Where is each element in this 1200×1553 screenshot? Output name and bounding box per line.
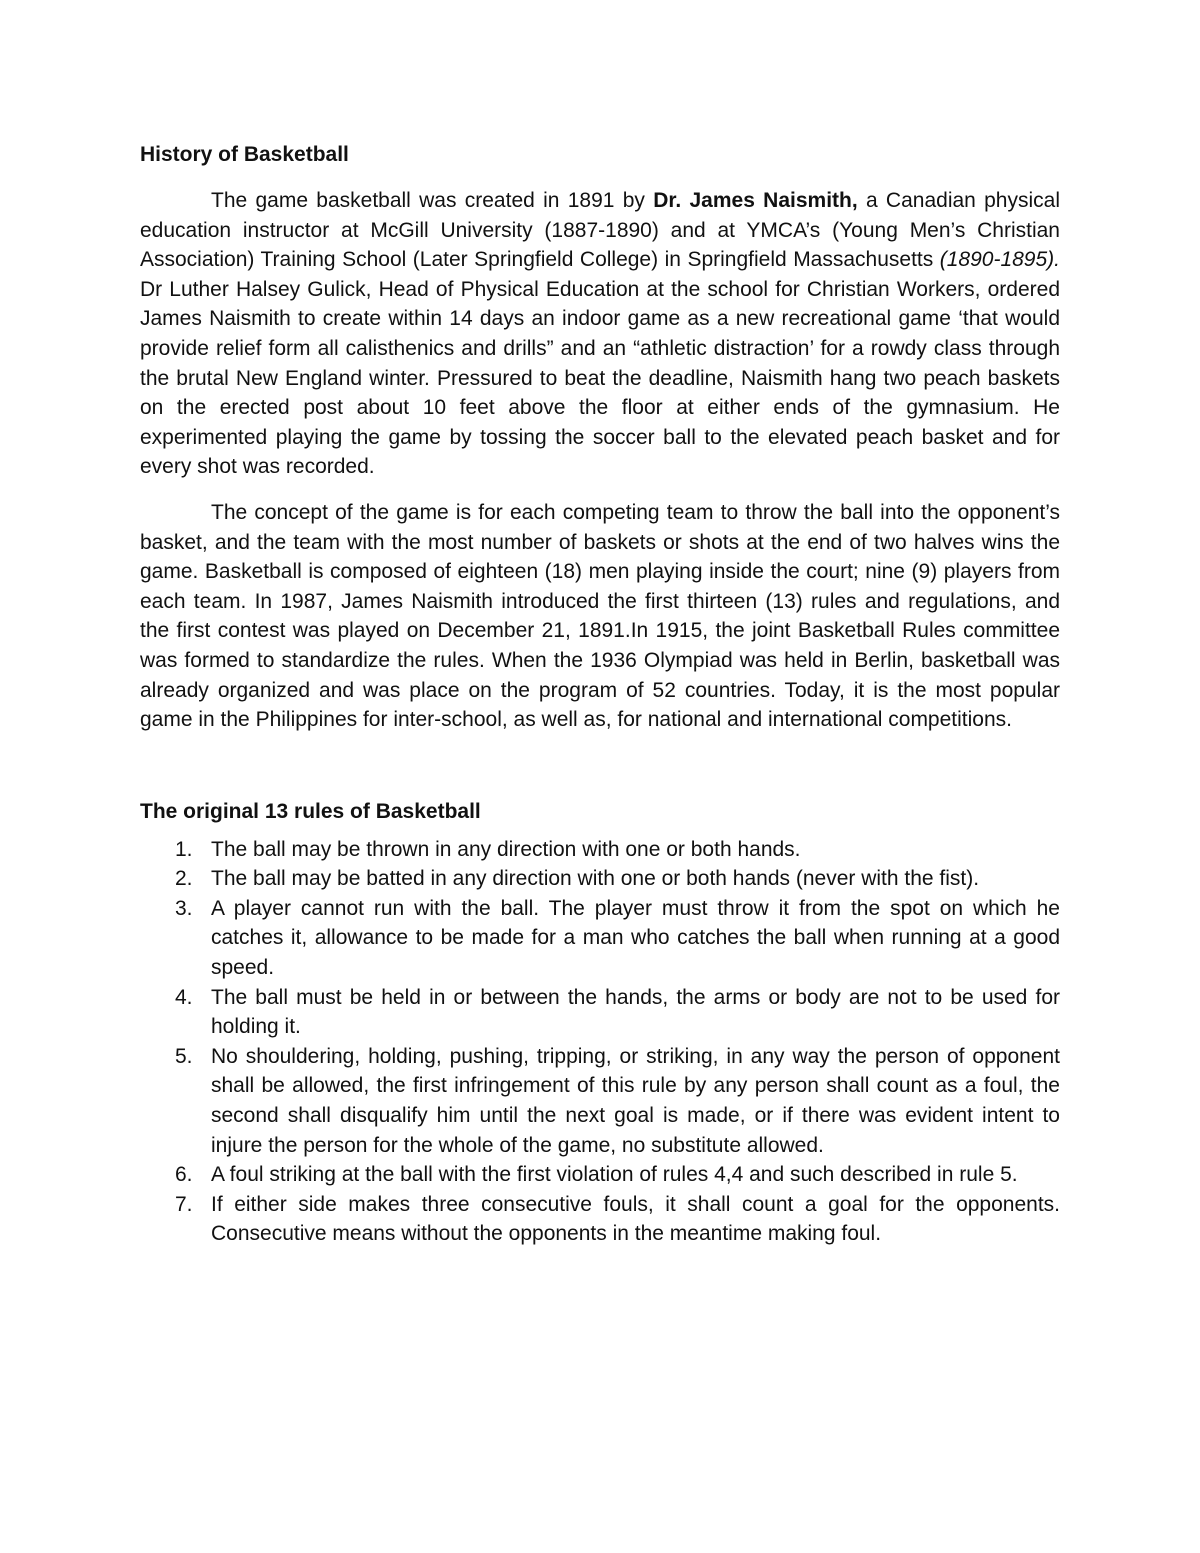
rule-number: 4. <box>175 985 193 1009</box>
document-page <box>140 140 1060 1249</box>
history-heading: History of Basketball <box>140 143 349 166</box>
history-paragraph-2: The concept of the game is for each competing team to throw the ball into the opponent’s basket, and the team with the most number of baskets or shots at the end of two halves wins the game. Basketball is composed of eighteen (18) men playing inside the court; nine (9) players from each team. In 1987, James Naismith introduced the first thirteen (13) rules and regulations, and the first contest was played on December 21, 1891.In 1915, the joint Basketball Rules committee was formed to standardize the rules. When the 1936 Olympiad was held in Berlin, basketball was already organized and was place on the program of 52 countries. Today, it is the most popular game in the Philippines for inter-school, as well as, for national and international competitions. <box>140 500 1060 732</box>
history-paragraph-1-text-c: Dr Luther Halsey Gulick, Head of Physical Education at the school for Christian Workers, ordered James Naismith to create within 14 days an indoor game as a new recreational game ‘that would provide relief form all calisthenics and drills” and an “athletic distraction’ for a rowdy class through the brutal New England winter. Pressured to beat the deadline, Naismith hang two peach baskets on the erected post about 10 feet above the floor at either ends of the gymnasium. He experimented playing the game by tossing the soccer ball to the elevated peach basket and for every shot was recorded. <box>140 277 1060 479</box>
rule-text: No shouldering, holding, pushing, tripping, or striking, in any way the person of opponent shall be allowed, the first infringement of this rule by any person shall count as a foul, the second shall disqualify him until the next goal is made, or if there was evident intent to injure the person for the whole of the game, no substitute allowed. <box>211 1044 1060 1157</box>
rule-number: 5. <box>175 1044 193 1068</box>
history-paragraph-1 <box>140 186 1060 482</box>
rules-list <box>140 835 1060 1249</box>
rule-number: 3. <box>175 896 193 920</box>
rule-number: 1. <box>175 837 193 861</box>
rule-text: A player cannot run with the ball. The player must throw it from the spot on which he catches it, allowance to be made for a man who catches the ball when running at a good speed. <box>211 896 1060 980</box>
rule-text: A foul striking at the ball with the first violation of rules 4,4 and such described in rule 5. <box>211 1163 1018 1187</box>
rules-heading: The original 13 rules of Basketball <box>140 799 481 823</box>
rule-text: The ball must be held in or between the hands, the arms or body are not to be used for holding it. <box>211 985 1060 1039</box>
rule-item <box>140 1190 1060 1249</box>
rule-text: The ball may be batted in any direction with one or both hands (never with the fist). <box>211 867 980 891</box>
rule-item <box>140 1160 1060 1190</box>
rule-item <box>140 983 1060 1042</box>
history-paragraph-1-text-b: a Canadian physical education instructor at McGill University (1887-1890) and at YMCA’s (Young Men’s Christian Association) Training School (Later Springfield College) in Springfield Massachusetts <box>140 189 1060 272</box>
dates-italic: (1890-1895). <box>939 248 1060 272</box>
rule-number: 2. <box>175 867 193 891</box>
rule-item <box>140 1042 1060 1160</box>
rule-text: If either side makes three consecutive fouls, it shall count a goal for the opponents. Consecutive means without the opponents in the meantime making foul. <box>211 1192 1060 1246</box>
rule-item <box>140 835 1060 865</box>
naismith-name-bold: Dr. James Naismith, <box>653 189 858 212</box>
rule-number: 7. <box>175 1192 193 1216</box>
rule-item <box>140 864 1060 894</box>
rule-text: The ball may be thrown in any direction with one or both hands. <box>211 837 801 861</box>
rule-number: 6. <box>175 1163 193 1187</box>
rule-item <box>140 894 1060 983</box>
history-paragraph-1-text-a: The game basketball was created in 1891 by <box>211 189 654 212</box>
